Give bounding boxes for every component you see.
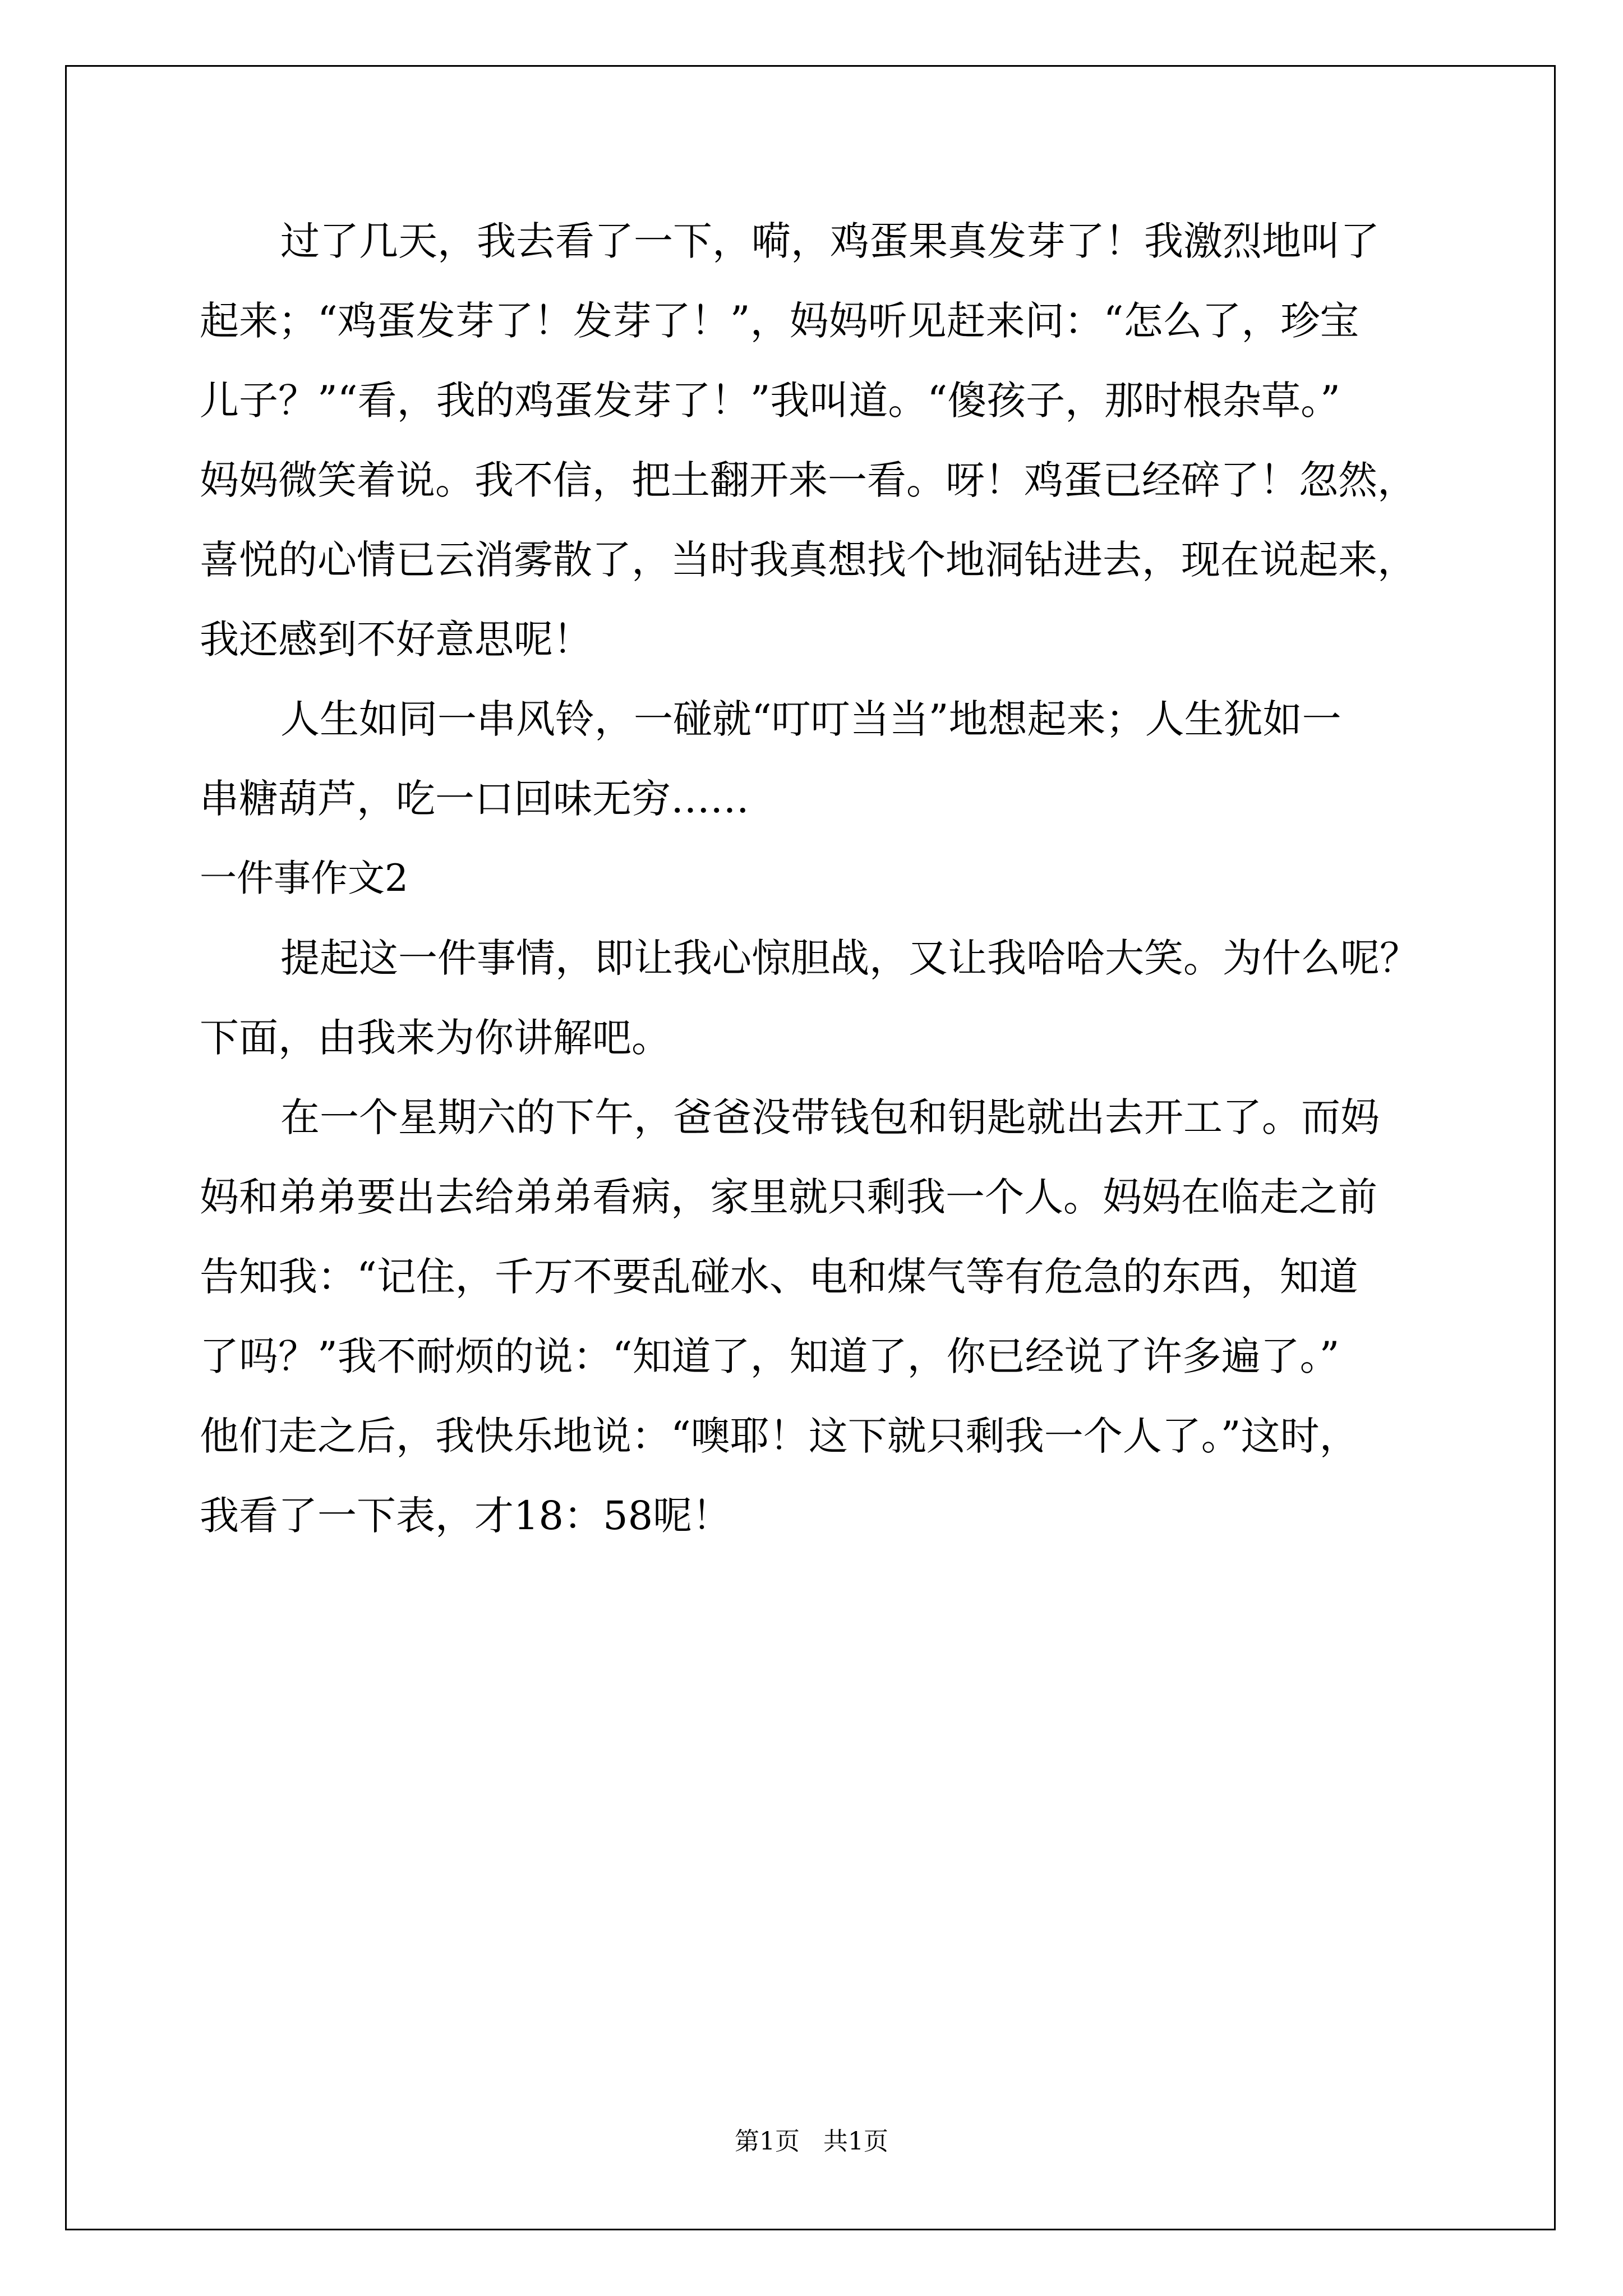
paragraph-line: 了吗？”我不耐烦的说：“知道了，知道了，你已经说了许多遍了。” xyxy=(200,1333,1340,1379)
paragraph-line: 告知我：“记住，千万不要乱碰水、电和煤气等有危急的东西，知道 xyxy=(200,1254,1358,1300)
page-footer: 第1页 共1页 xyxy=(735,2127,888,2156)
paragraph-line: 我还感到不好意思呢！ xyxy=(200,616,592,662)
paragraph-line: 喜悦的心情已云消雾散了，当时我真想找个地洞钻进去，现在说起来， xyxy=(200,537,1417,583)
paragraph-line: 串糖葫芦，吃一口回味无穷…… xyxy=(200,776,749,822)
paragraph-line: 提起这一件事情，即让我心惊胆战，又让我哈哈大笑。为什么呢？ xyxy=(280,935,1419,981)
paragraph-line: 他们走之后，我快乐地说：“噢耶！这下就只剩我一个人了。”这时， xyxy=(200,1413,1359,1459)
paragraph-line: 妈妈微笑着说。我不信，把土翻开来一看。呀！鸡蛋已经碎了！忽然， xyxy=(200,457,1417,503)
paragraph-line: 起来；“鸡蛋发芽了！发芽了！”，妈妈听见赶来问：“怎么了，珍宝 xyxy=(200,298,1359,344)
paragraph-line: 我看了一下表，才18：58呢！ xyxy=(200,1493,732,1539)
paragraph-line: 过了几天，我去看了一下，嗬，鸡蛋果真发芽了！我激烈地叫了 xyxy=(280,218,1380,264)
paragraph-line: 妈和弟弟要出去给弟弟看病，家里就只剩我一个人。妈妈在临走之前 xyxy=(200,1174,1377,1220)
paragraph-line: 在一个星期六的下午，爸爸没带钱包和钥匙就出去开工了。而妈 xyxy=(280,1094,1380,1140)
section-heading: 一件事作文2 xyxy=(200,857,408,900)
paragraph-line: 儿子？”“看，我的鸡蛋发芽了！”我叫道。“傻孩子，那时根杂草。” xyxy=(200,378,1340,424)
paragraph-line: 人生如同一串风铃，一碰就“叮叮当当”地想起来；人生犹如一 xyxy=(280,696,1341,742)
paragraph-line: 下面，由我来为你讲解吧。 xyxy=(200,1015,671,1061)
